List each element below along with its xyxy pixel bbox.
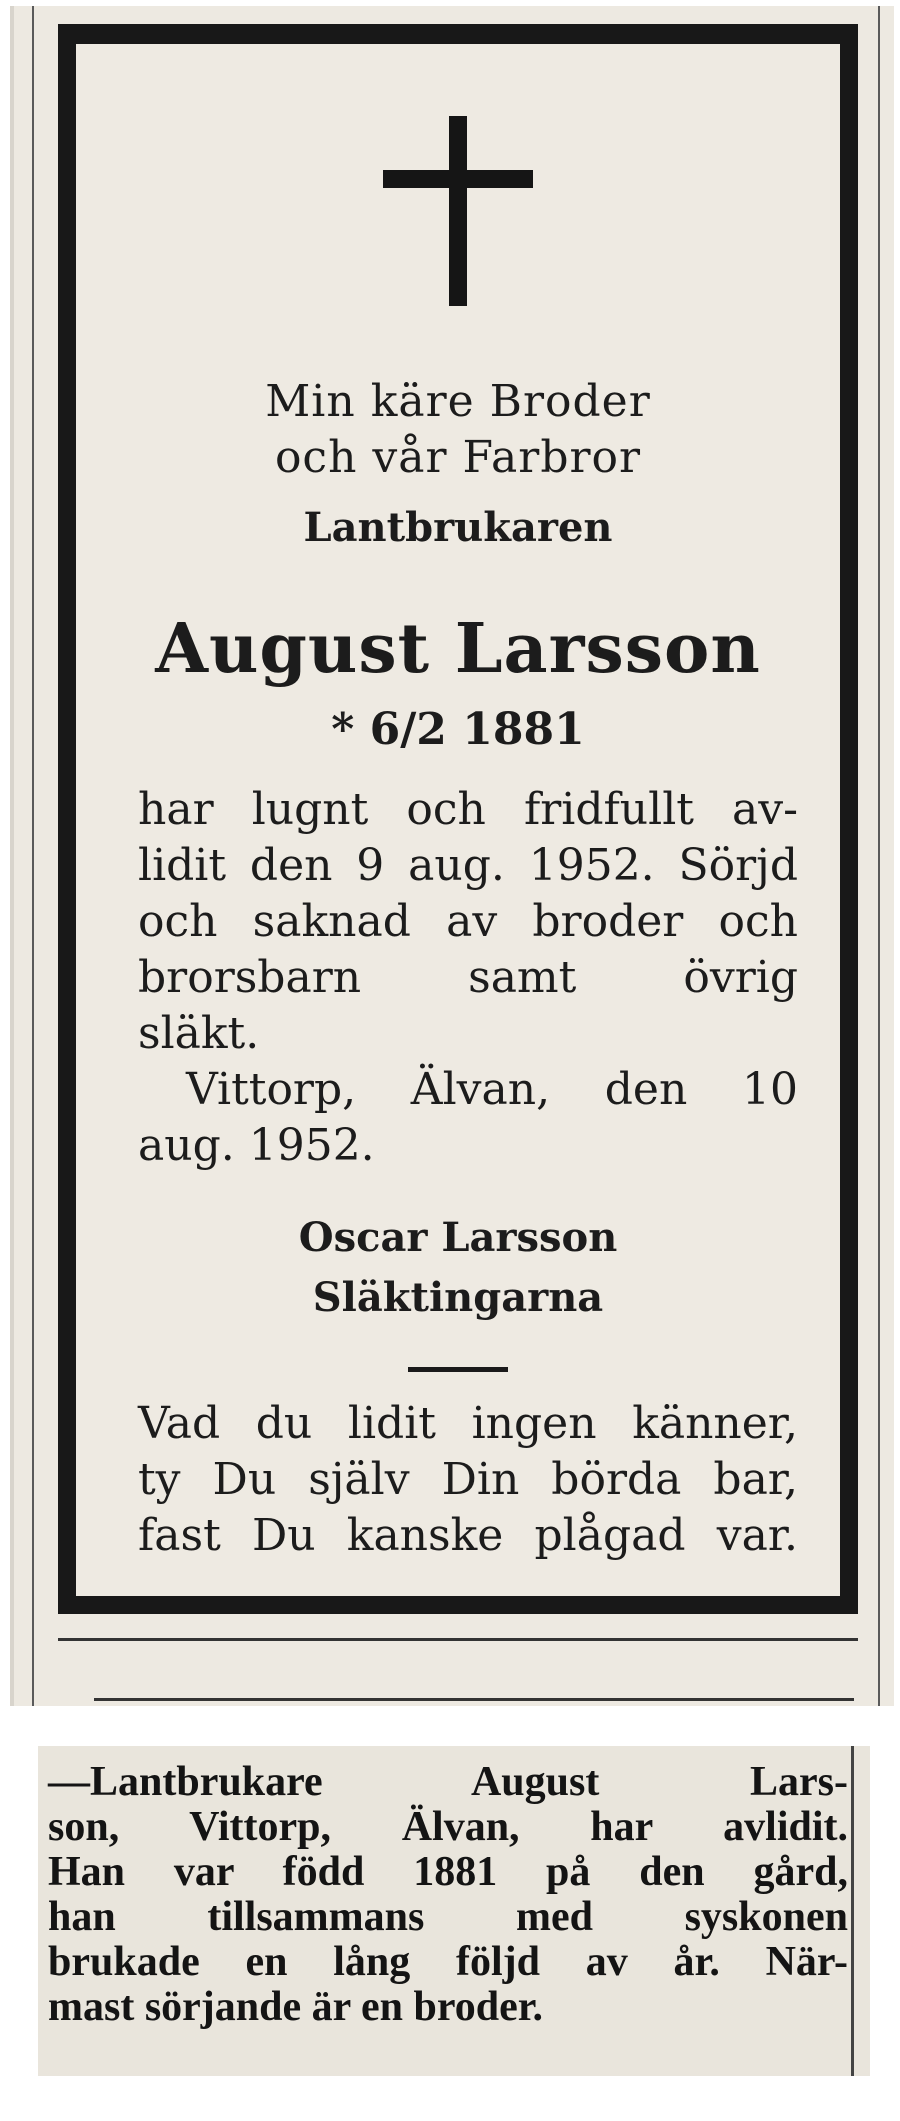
latin-cross-icon bbox=[383, 116, 533, 306]
intro-line-1: Min käre Broder bbox=[265, 376, 651, 427]
news-line: —Lantbrukare August Lars- bbox=[48, 1759, 848, 1805]
body-line: och saknad av broder och bbox=[138, 896, 798, 947]
news-line: brukade en lång följd av år. När- bbox=[48, 1939, 848, 1985]
place-date bbox=[138, 1062, 798, 1174]
obituary-frame bbox=[58, 24, 858, 1614]
signer-relatives: Släktingarna bbox=[312, 1274, 604, 1321]
memorial-verse bbox=[138, 1396, 798, 1564]
place-line: aug. 1952. bbox=[138, 1120, 375, 1171]
place-line: Vittorp, Älvan, den 10 bbox=[186, 1064, 798, 1115]
column-rule-bottom bbox=[58, 1638, 858, 1641]
verse-line: Vad du lidit ingen känner, bbox=[138, 1398, 798, 1449]
news-text bbox=[48, 1760, 848, 2030]
column-rule-left bbox=[32, 6, 34, 1706]
news-line: Han var född 1881 på den gård, bbox=[48, 1849, 848, 1895]
body-line: har lugnt och fridfullt av- bbox=[138, 784, 798, 835]
body-line: lidit den 9 aug. 1952. Sörjd bbox=[138, 840, 798, 891]
body-line: brorsbarn samt övrig bbox=[138, 952, 798, 1003]
obituary-body bbox=[138, 782, 798, 1062]
divider-line bbox=[408, 1367, 508, 1372]
column-rule-right bbox=[851, 1746, 854, 2076]
signer-name: Oscar Larsson bbox=[298, 1214, 618, 1261]
obituary-clipping bbox=[10, 6, 894, 1706]
verse-line: fast Du kanske plågad var. bbox=[138, 1510, 798, 1561]
news-clipping bbox=[38, 1746, 870, 2076]
news-line: son, Vittorp, Älvan, har avlidit. bbox=[48, 1804, 848, 1850]
body-line: släkt. bbox=[138, 1008, 260, 1059]
deceased-title: Lantbrukaren bbox=[303, 504, 613, 551]
column-rule-bottom-2 bbox=[94, 1698, 854, 1701]
intro-line-2: och vår Farbror bbox=[274, 432, 642, 483]
birth-date: * 6/2 1881 bbox=[331, 704, 585, 755]
deceased-name: August Larsson bbox=[155, 609, 761, 689]
column-rule-right bbox=[878, 6, 880, 1706]
verse-line: ty Du själv Din börda bar, bbox=[138, 1454, 798, 1505]
news-line: han tillsammans med syskonen bbox=[48, 1894, 848, 1940]
news-line: mast sörjande är en broder. bbox=[48, 1984, 544, 2030]
